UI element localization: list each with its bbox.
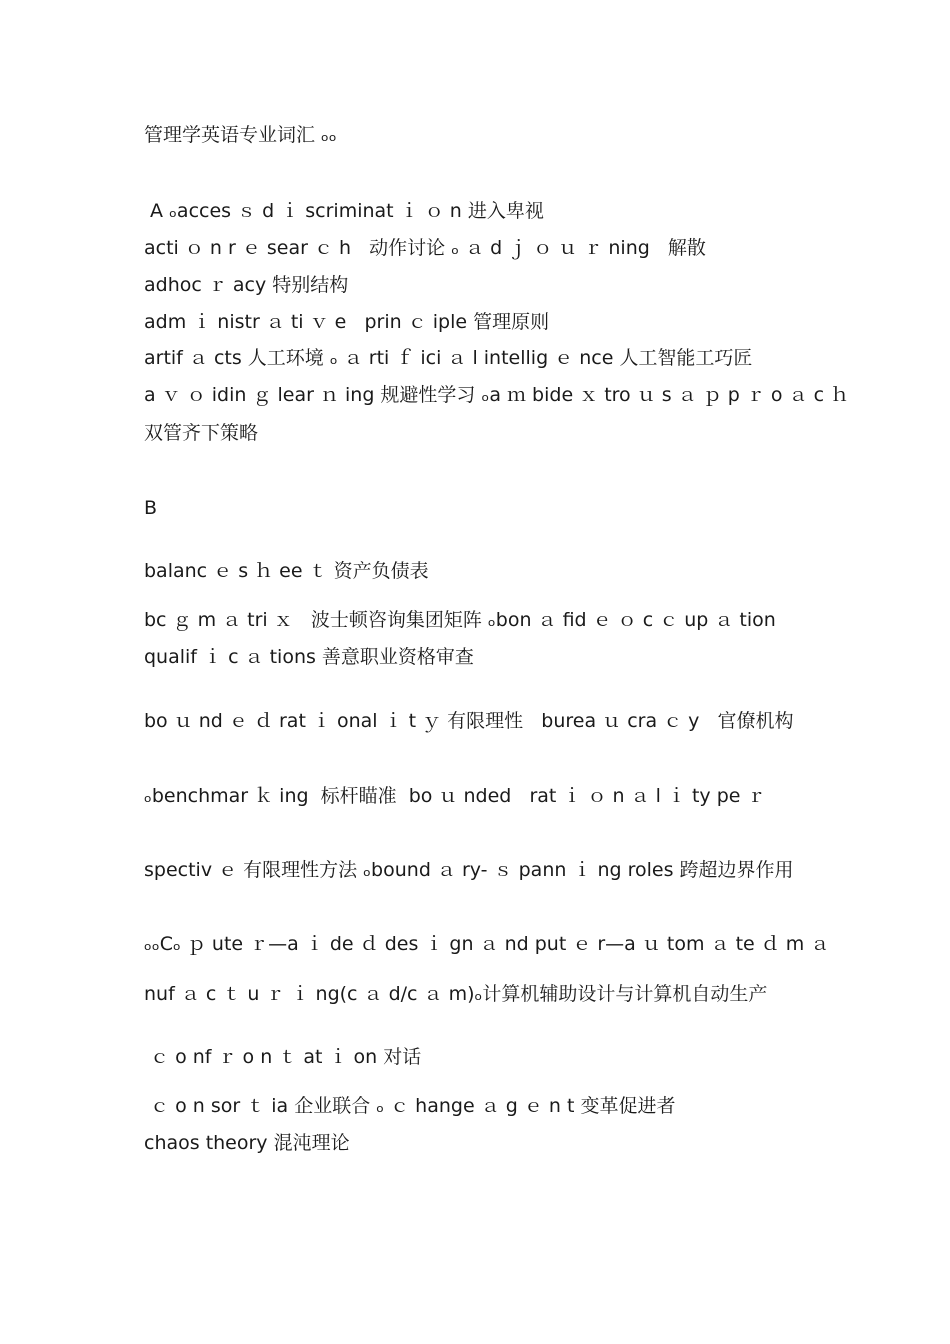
term-line: bc ｇ m ａ tri ｘ 波士顿咨询集团矩阵 ₒbon ａ fid ｅ ｏ c ｃ up ａ tion xyxy=(144,609,776,631)
term-line: a ｖ ｏ idin ｇ lear ｎ ing 规避性学习 ₒa ｍ bide ｘ tro ｕ s ａ ｐ p ｒ o ａ c ｈ xyxy=(144,384,850,406)
term-line: A ₒacces ｓ d ｉ scriminat ｉ ｏ n 进入卑视 xyxy=(144,200,544,222)
term-line: artif ａ cts 人工环境 ₒ ａ rti ｆ ici ａ l intellig ｅ nce 人工智能工巧匠 xyxy=(144,347,753,369)
term-line: bo ｕ nd ｅ ｄ rat ｉ onal ｉ t ｙ 有限理性 burea ｕ cra ｃ y 官僚机构 xyxy=(144,710,794,732)
term-line: chaos theory 混沌理论 xyxy=(144,1132,350,1154)
term-line: ₒbenchmar ｋ ing 标杆瞄准 bo ｕ nded rat ｉ ｏ n ａ l ｉ ty pe ｒ xyxy=(144,785,766,807)
page-title: 管理学英语专业词汇 ₒₒ xyxy=(144,124,337,146)
term-line: ｃ o nf ｒ o n ｔ at ｉ on 对话 xyxy=(144,1046,422,1068)
term-line: ₒₒCₒ ｐ ute ｒ—a ｉ de ｄ des ｉ gn ａ nd put ｅ r—a ｕ tom ａ te ｄ m ａ xyxy=(144,933,830,955)
section-heading-b: B xyxy=(144,497,158,519)
term-line: balanc ｅ s ｈ ee ｔ 资产负债表 xyxy=(144,560,429,582)
term-line: 双管齐下策略 xyxy=(144,422,259,444)
term-line: qualif ｉ c ａ tions 善意职业资格审查 xyxy=(144,646,474,668)
term-line: spectiv ｅ 有限理性方法 ₒbound ａ ry- ｓ pann ｉ ng roles 跨超边界作用 xyxy=(144,859,794,881)
term-line: ｃ o n sor ｔ ia 企业联合 ₒ ｃ hange ａ g ｅ n t 变革促进者 xyxy=(144,1095,676,1117)
term-line: adm ｉ nistr ａ ti ｖ e prin ｃ iple 管理原则 xyxy=(144,311,550,333)
term-line: acti ｏ n r ｅ sear ｃ h 动作讨论 ₒ ａ d ｊ ｏ ｕ ｒ ning 解散 xyxy=(144,237,706,259)
term-line: nuf ａ c ｔ u ｒ ｉ ng(c ａ d/c ａ m)ₒ计算机辅助设计与计算机自动生产 xyxy=(144,983,768,1005)
term-line: adhoc ｒ acy 特别结构 xyxy=(144,274,349,296)
